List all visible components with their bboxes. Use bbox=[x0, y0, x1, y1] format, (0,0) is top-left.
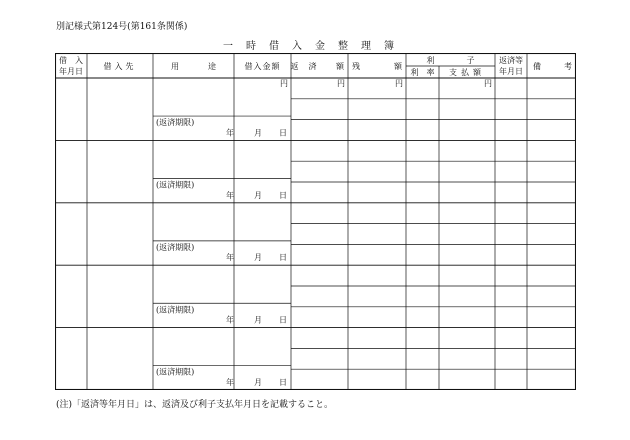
ledger-title: 一時借入金整理簿 bbox=[223, 41, 407, 52]
header-interest: 利 子 bbox=[426, 56, 475, 65]
repayment-term-label: (返済期限) bbox=[156, 305, 195, 315]
header-repay-date-sub: 年月日 bbox=[499, 67, 523, 76]
date-day-label: 日 bbox=[279, 315, 287, 325]
table-border bbox=[56, 54, 576, 390]
header-balance: 残 bbox=[352, 62, 360, 71]
unit-yen: 円 bbox=[395, 79, 403, 88]
repayment-term-label: (返済期限) bbox=[156, 242, 195, 252]
form-number: 別記様式第124号(第161条関係) bbox=[56, 22, 188, 32]
date-month-label: 月 bbox=[254, 315, 262, 325]
repayment-term-label: (返済期限) bbox=[156, 118, 195, 128]
date-day-label: 日 bbox=[279, 378, 287, 387]
header-borrow-date-sub: 年月日 bbox=[59, 67, 83, 76]
header-remarks: 備 bbox=[533, 62, 541, 71]
ledger-table bbox=[55, 53, 576, 390]
unit-yen: 円 bbox=[337, 79, 345, 88]
footnote: (注)「返済等年月日」は、返済及び利子支払年月日を記載すること。 bbox=[56, 400, 334, 410]
unit-yen: 円 bbox=[484, 79, 492, 88]
header-purpose-end: 途 bbox=[208, 62, 216, 71]
header-repay-date: 返済等 bbox=[499, 56, 523, 65]
date-year-label: 年 bbox=[226, 190, 234, 200]
header-repay-amount: 返 済 bbox=[290, 62, 318, 71]
header-interest-rate: 利 率 bbox=[410, 68, 435, 77]
header-interest-paid: 支払額 bbox=[449, 68, 485, 77]
header-balance-end: 額 bbox=[394, 62, 402, 71]
header-borrow-date: 借 入 bbox=[59, 56, 83, 65]
header-remarks-end: 考 bbox=[564, 62, 572, 71]
header-lender: 借入先 bbox=[103, 62, 137, 71]
date-year-label: 年 bbox=[226, 378, 234, 387]
header-purpose: 用 bbox=[171, 62, 179, 71]
repayment-term-label: (返済期限) bbox=[156, 180, 195, 190]
date-year-label: 年 bbox=[226, 315, 234, 325]
date-year-label: 年 bbox=[226, 253, 234, 263]
date-day-label: 日 bbox=[279, 253, 287, 263]
unit-yen: 円 bbox=[280, 79, 288, 88]
date-month-label: 月 bbox=[254, 190, 262, 200]
date-month-label: 月 bbox=[254, 253, 262, 263]
ledger-grid bbox=[55, 53, 576, 390]
date-day-label: 日 bbox=[279, 128, 287, 138]
header-repay-amount-end: 額 bbox=[336, 62, 344, 71]
repayment-term-label: (返済期限) bbox=[156, 367, 195, 377]
date-month-label: 月 bbox=[254, 378, 262, 387]
date-day-label: 日 bbox=[279, 190, 287, 200]
date-month-label: 月 bbox=[254, 128, 262, 138]
header-borrow-amount: 借入金額 bbox=[244, 62, 281, 71]
date-year-label: 年 bbox=[226, 128, 234, 138]
